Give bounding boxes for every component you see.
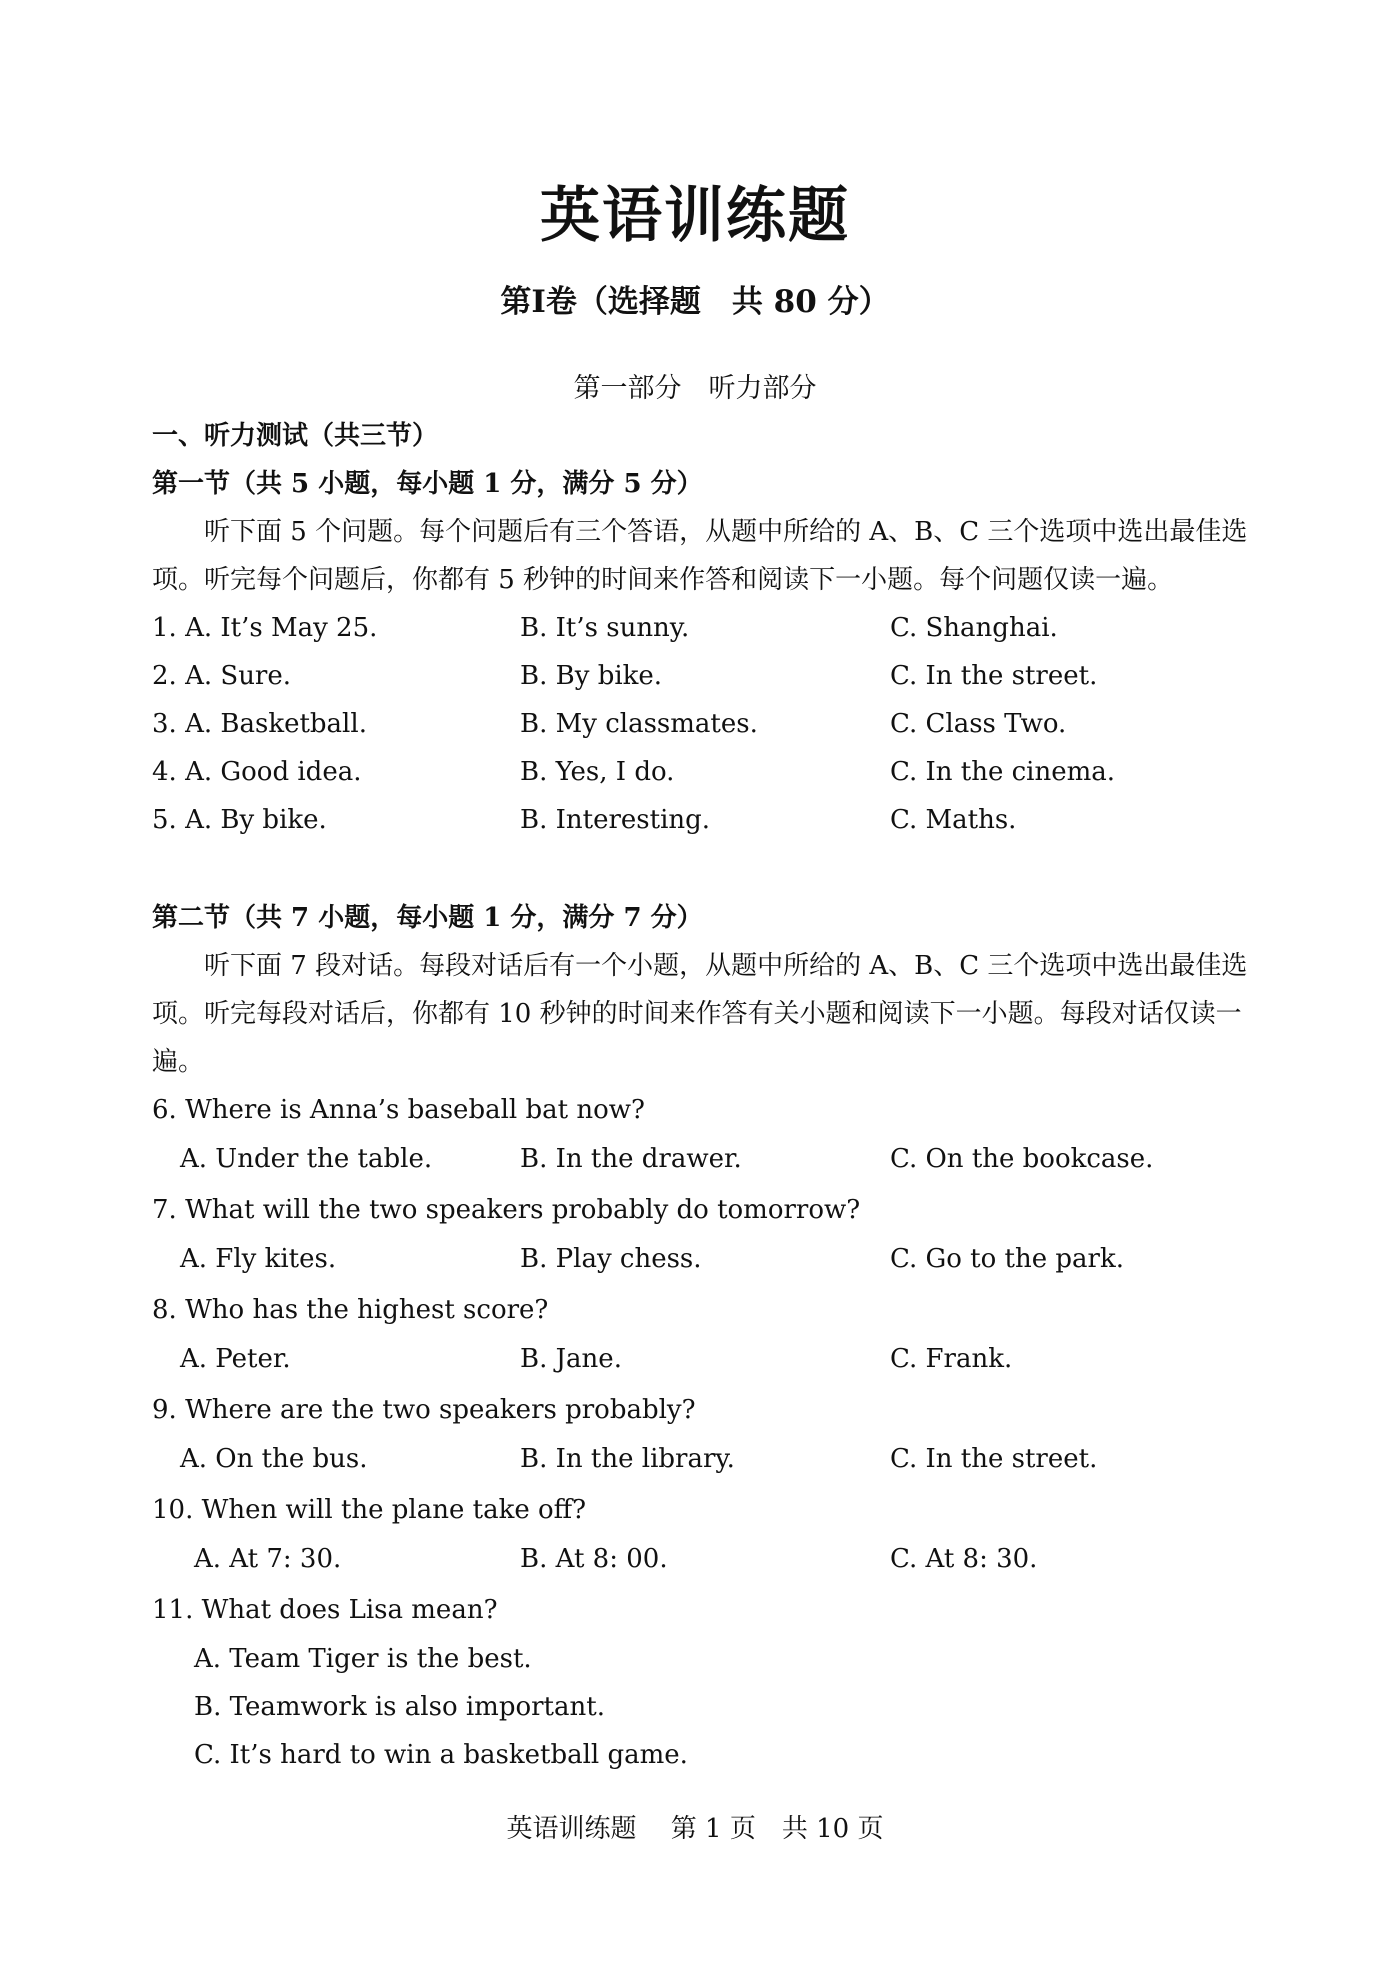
- question-text: 9. Where are the two speakers probably?: [152, 1395, 696, 1425]
- question-row: [152, 652, 1248, 700]
- section2-heading: 第二节（共 7 小题，每小题 1 分，满分 7 分）: [152, 903, 703, 933]
- option-a: A. Peter.: [180, 1344, 291, 1374]
- option-b: B. In the library.: [520, 1444, 735, 1474]
- option-c: C. In the street.: [890, 661, 1098, 691]
- section-gap: [152, 844, 1248, 894]
- option-a: 5. A. By bike.: [152, 805, 327, 835]
- option-b: B. Interesting.: [520, 805, 711, 835]
- question-row: [152, 700, 1248, 748]
- option-c: C. Frank.: [890, 1344, 1013, 1374]
- option-b: B. My classmates.: [520, 709, 758, 739]
- section2-instructions: 听下面 7 段对话。每段对话后有一个小题，从题中所给的 A、B、C 三个选项中选出最佳选项。听完每段对话后，你都有 10 秒钟的时间来作答有关小题和阅读下一小题。每段对话仅读一遍。: [152, 951, 1248, 1077]
- question-text: 7. What will the two speakers probably do tomorrow?: [152, 1195, 861, 1225]
- section1-heading: 第一节（共 5 小题，每小题 1 分，满分 5 分）: [152, 469, 703, 499]
- question-text: 11. What does Lisa mean?: [152, 1595, 498, 1625]
- question-text: 8. Who has the highest score?: [152, 1295, 549, 1325]
- question-row: [152, 748, 1248, 796]
- option-a: A. Team Tiger is the best.: [194, 1644, 532, 1674]
- question-text: 6. Where is Anna’s baseball bat now?: [152, 1095, 645, 1125]
- option-c: C. In the cinema.: [890, 757, 1116, 787]
- options-row: [152, 1135, 1248, 1182]
- option-c: C. Class Two.: [890, 709, 1067, 739]
- option-a: 4. A. Good idea.: [152, 757, 362, 787]
- option-b: B. Yes, I do.: [520, 757, 675, 787]
- option-b: B. It’s sunny.: [520, 613, 690, 643]
- option-a: A. At 7: 30.: [194, 1544, 342, 1574]
- option-b: B. By bike.: [520, 661, 663, 691]
- question-block: [152, 1186, 1248, 1282]
- page-footer: 英语训练题 第 1 页 共 10 页: [506, 1814, 884, 1844]
- option-a: A. Fly kites.: [180, 1244, 337, 1274]
- question-row: [152, 604, 1248, 652]
- option-a: 2. A. Sure.: [152, 661, 292, 691]
- section-main-heading: 一、听力测试（共三节）: [152, 421, 439, 451]
- option-a: 1. A. It’s May 25.: [152, 613, 378, 643]
- question-block: [152, 1486, 1248, 1582]
- section1-instructions: 听下面 5 个问题。每个问题后有三个答语，从题中所给的 A、B、C 三个选项中选出最佳选项。听完每个问题后，你都有 5 秒钟的时间来作答和阅读下一小题。每个问题仅读一遍。: [152, 517, 1248, 595]
- options-row: [152, 1435, 1248, 1482]
- document-title: 英语训练题: [540, 181, 850, 251]
- options-row: [152, 1535, 1248, 1582]
- option-b: B. Jane.: [520, 1344, 622, 1374]
- option-b: B. In the drawer.: [520, 1144, 742, 1174]
- question-block: [152, 1286, 1248, 1382]
- option-a: A. On the bus.: [180, 1444, 368, 1474]
- question-block: [152, 1386, 1248, 1482]
- option-b: B. Teamwork is also important.: [194, 1692, 605, 1722]
- paper-subtitle: 第Ⅰ卷（选择题 共 80 分）: [500, 284, 890, 320]
- part-heading: 第一部分 听力部分: [573, 373, 817, 404]
- option-c: C. Go to the park.: [890, 1244, 1124, 1274]
- question-text: 10. When will the plane take off?: [152, 1495, 587, 1525]
- option-b: B. At 8: 00.: [520, 1544, 668, 1574]
- option-c: C. It’s hard to win a basketball game.: [194, 1740, 688, 1770]
- options-row: [152, 1235, 1248, 1282]
- option-b: B. Play chess.: [520, 1244, 702, 1274]
- option-c: C. Maths.: [890, 805, 1017, 835]
- option-a: A. Under the table.: [180, 1144, 433, 1174]
- option-c: C. Shanghai.: [890, 613, 1058, 643]
- option-a: 3. A. Basketball.: [152, 709, 367, 739]
- option-c: C. At 8: 30.: [890, 1544, 1038, 1574]
- question-block: [152, 1086, 1248, 1182]
- option-c: C. On the bookcase.: [890, 1144, 1154, 1174]
- exam-content: [152, 412, 1248, 1779]
- question-row: [152, 796, 1248, 844]
- options-row: [152, 1335, 1248, 1382]
- question-block: [152, 1586, 1248, 1779]
- option-c: C. In the street.: [890, 1444, 1098, 1474]
